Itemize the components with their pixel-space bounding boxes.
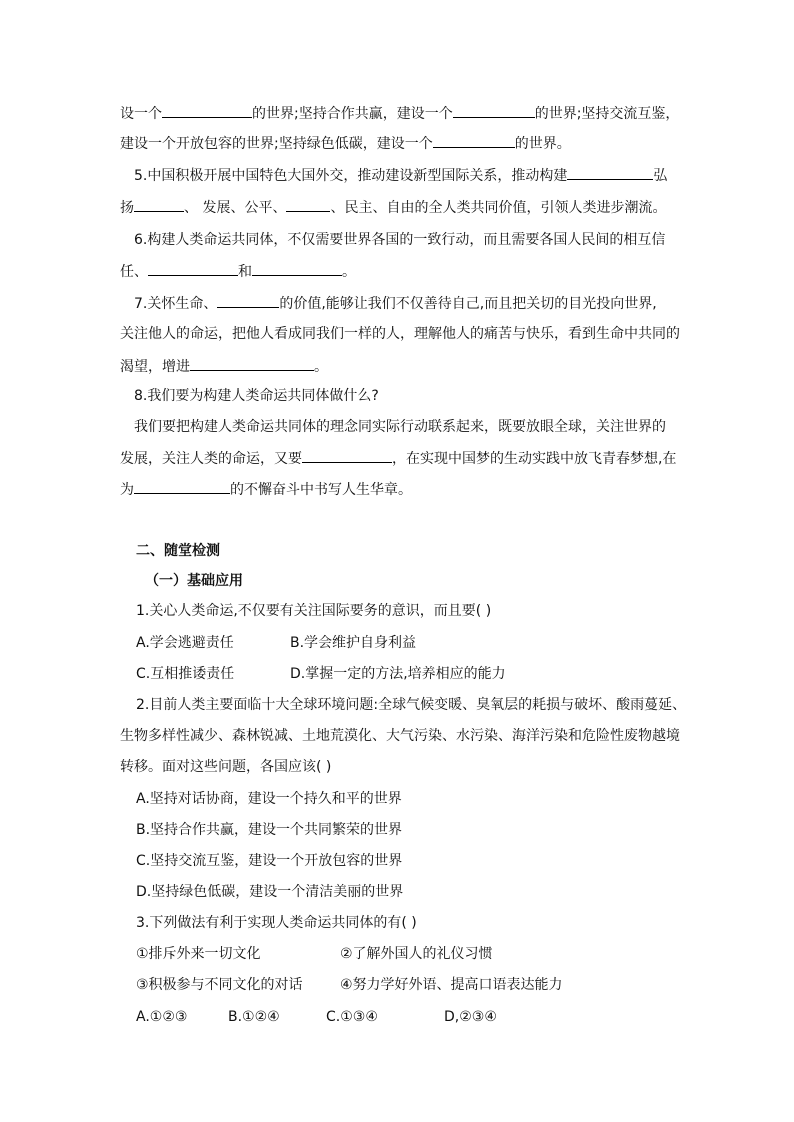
question-3-option-a[interactable]: A.①②③	[136, 1009, 188, 1025]
question-7-line-3	[120, 356, 328, 377]
text: 的世界。	[514, 136, 571, 152]
section-title: 二、随堂检测	[136, 543, 220, 559]
question-1-option-d[interactable]: D.掌握一定的方法,培养相应的能力	[290, 666, 506, 682]
blank[interactable]	[433, 133, 515, 148]
text: 我们要把构建人类命运共同体的理念同实际行动联系起来，既要放眼全球，关注世界的	[134, 419, 666, 435]
text: 8.我们要为构建人类命运共同体做什么?	[134, 388, 379, 404]
subsection-title: （一）基础应用	[145, 573, 243, 589]
question-8-answer-line-3	[120, 479, 412, 500]
blank[interactable]	[217, 293, 279, 308]
question-5-line-2	[120, 197, 666, 218]
question-1-option-c[interactable]: C.互相推诿责任	[136, 666, 235, 682]
blank[interactable]	[148, 261, 238, 276]
question-3-item-2: ②了解外国人的礼仪习惯	[340, 946, 493, 962]
question-3-option-c[interactable]: C.①③④	[326, 1009, 378, 1025]
text: 设一个	[120, 106, 162, 122]
text-line-2	[120, 133, 571, 154]
question-7-line-1	[134, 293, 657, 314]
text: 。	[314, 359, 328, 375]
text: 弘	[653, 168, 668, 184]
blank[interactable]	[162, 103, 252, 118]
blank[interactable]	[286, 197, 330, 212]
blank[interactable]	[190, 356, 314, 371]
text: 、民主、自由的全人类共同价值，引领人类进步潮流。	[330, 200, 667, 216]
blank[interactable]	[134, 197, 184, 212]
question-2-stem-line-2: 生物多样性减少、森林锐减、土地荒漠化、大气污染、水污染、海洋污染和危险性废物越境	[120, 728, 680, 744]
question-2-option-d[interactable]: D.坚持绿色低碳，建设一个清洁美丽的世界	[136, 884, 404, 900]
question-1-option-b[interactable]: B.学会维护自身利益	[290, 635, 417, 651]
text: 建设一个开放包容的世界;坚持绿色低碳，建设一个	[120, 136, 433, 152]
question-8-stem	[134, 386, 379, 406]
question-3-option-d[interactable]: D,②③④	[444, 1009, 497, 1025]
question-2-option-b[interactable]: B.坚持合作共赢，建设一个共同繁荣的世界	[136, 822, 403, 838]
text: 为	[120, 482, 134, 498]
question-2-stem-line-3: 转移。面对这些问题，各国应该( )	[120, 759, 332, 775]
text: 的价值,能够让我们不仅善待自己,而且把关切的目光投向世界,	[279, 296, 657, 312]
blank[interactable]	[134, 479, 230, 494]
question-2-stem-line-1: 2.目前人类主要面临十大全球环境问题:全球气候变暖、臭氧层的耗损与破坏、酸雨蔓延、	[136, 697, 687, 713]
text-line-1	[120, 103, 679, 124]
blank[interactable]	[252, 261, 342, 276]
question-1-stem: 1.关心人类命运,不仅要有关注国际要务的意识，而且要( )	[136, 603, 492, 619]
text: 。	[342, 264, 356, 280]
blank[interactable]	[453, 103, 535, 118]
question-3-item-1: ①排斥外来一切文化	[136, 946, 261, 962]
text: 的世界;坚持合作共赢，建设一个	[252, 106, 453, 122]
question-3-option-b[interactable]: B.①②④	[228, 1009, 280, 1025]
text: 发展，关注人类的命运，又要	[120, 451, 302, 467]
question-1-option-a[interactable]: A.学会逃避责任	[136, 635, 234, 651]
text: 任、	[120, 264, 148, 280]
question-7-line-2	[120, 324, 680, 344]
question-3-item-4: ④努力学好外语、提高口语表达能力	[340, 977, 563, 993]
text: ，在实现中国梦的生动实践中放飞青春梦想,在	[392, 451, 677, 467]
question-2-option-c[interactable]: C.坚持交流互鉴，建设一个开放包容的世界	[136, 853, 403, 869]
text: 的不懈奋斗中书写人生华章。	[230, 482, 412, 498]
text: 关注他人的命运，把他人看成同我们一样的人，理解他人的痛苦与快乐，看到生命中共同的	[120, 326, 680, 342]
text: 和	[238, 264, 252, 280]
question-5-line-1	[134, 165, 667, 186]
question-8-answer-line-1	[134, 417, 666, 437]
text: 、 发展、公平、	[184, 200, 287, 216]
text: 的世界;坚持交流互鉴，	[534, 106, 680, 122]
question-8-answer-line-2	[120, 448, 676, 469]
text: 6.构建人类命运共同体，不仅需要世界各国的一致行动，而且需要各国人民间的相互信	[134, 232, 666, 248]
text: 5.中国积极开展中国特色大国外交，推动建设新型国际关系，推动构建	[134, 168, 568, 184]
question-6-line-2	[120, 261, 356, 282]
text: 渴望，增进	[120, 359, 190, 375]
question-3-item-3: ③积极参与不同文化的对话	[136, 977, 303, 993]
blank[interactable]	[567, 165, 653, 180]
text: 7.关怀生命、	[134, 296, 218, 312]
question-6-line-1	[134, 230, 665, 250]
question-3-stem: 3.下列做法有利于实现人类命运共同体的有( )	[136, 915, 417, 931]
text: 扬	[120, 200, 134, 216]
blank[interactable]	[302, 448, 392, 463]
question-2-option-a[interactable]: A.坚持对话协商，建设一个持久和平的世界	[136, 791, 402, 807]
